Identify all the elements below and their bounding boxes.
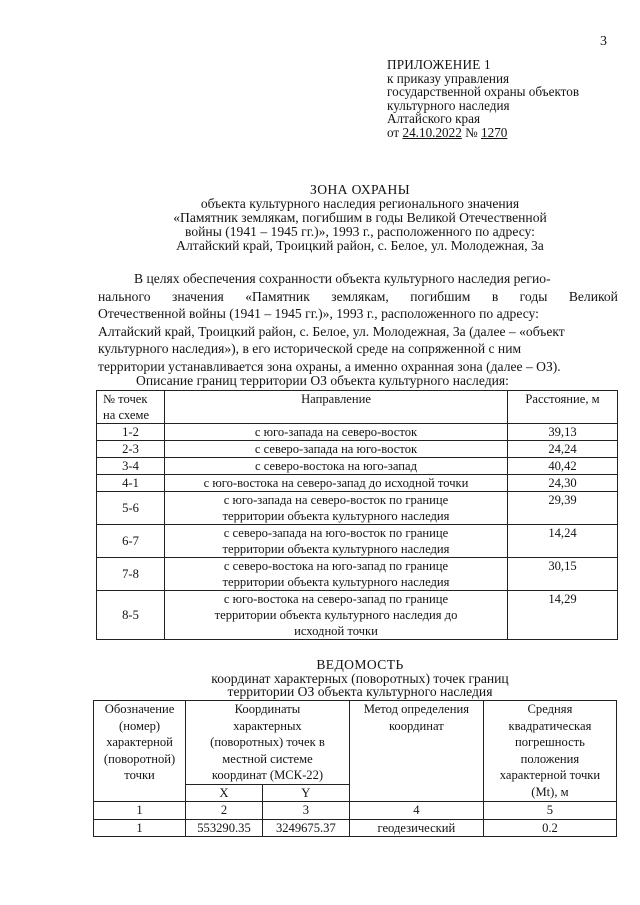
table-header-row: [97, 391, 618, 424]
row-direction: [165, 441, 508, 458]
header-text-line: Средняя: [527, 702, 573, 716]
row-points: 2-3: [97, 441, 165, 458]
header-text-line: погрешность: [514, 735, 585, 749]
row-distance: 40,42: [508, 458, 618, 475]
row-distance: 24,30: [508, 475, 618, 492]
column-number: 3: [262, 802, 349, 820]
title-main: ЗОНА ОХРАНЫ: [310, 182, 410, 197]
order-date-prefix: от: [387, 124, 403, 140]
row-direction: [165, 558, 508, 591]
appendix-header: [387, 58, 579, 140]
direction-line: территории объекта культурного наследия: [222, 509, 450, 523]
order-number: 1270: [481, 124, 508, 140]
row-direction: [165, 424, 508, 441]
column-number: 2: [186, 802, 263, 820]
header-text-line: положения: [520, 751, 580, 766]
coordinates-table: [93, 700, 617, 837]
direction-line: территории объекта культурного наследия: [222, 575, 450, 589]
header-text-line: (поворотной): [103, 751, 176, 766]
row-direction: [165, 525, 508, 558]
direction-line: с северо-запада на юго-восток: [254, 442, 418, 456]
row-distance: 14,29: [508, 591, 618, 640]
header-point-id: [94, 701, 186, 802]
row-points: 1-2: [97, 424, 165, 441]
cell-error: 0.2: [483, 819, 616, 837]
row-points: 5-6: [97, 492, 165, 525]
intro-paragraph: [98, 270, 618, 376]
row-direction: [165, 458, 508, 475]
direction-line: с юго-запада на северо-восток: [254, 425, 418, 439]
order-date-number: [387, 126, 579, 140]
paragraph-line: [98, 288, 618, 306]
header-points: [97, 391, 165, 424]
table-row: [97, 591, 618, 640]
paragraph-line: культурного наследия»), в его исторической среде на сопряженной с ним: [98, 341, 522, 357]
header-text-line: местной системе: [222, 751, 313, 766]
row-distance: 29,39: [508, 492, 618, 525]
table-row: [97, 525, 618, 558]
row-direction: [165, 591, 508, 640]
header-distance: Расстояние, м: [508, 391, 618, 424]
direction-line: с северо-востока на юго-запад по границе: [223, 559, 449, 573]
appendix-line: к приказу управления: [387, 70, 510, 86]
appendix-line: культурного наследия: [387, 97, 510, 113]
row-distance: 30,15: [508, 558, 618, 591]
direction-line: с северо-востока на юго-запад: [254, 459, 418, 473]
paragraph-word: погибшим: [410, 288, 471, 304]
direction-line: исходной точки: [294, 624, 378, 638]
paragraph-line: Алтайский край, Троицкий район, с. Белое, ул. Молодежная, 3а (далее – «объект: [98, 323, 565, 339]
document-title: [0, 183, 640, 253]
row-points: 8-5: [97, 591, 165, 640]
header-text-line: Обозначение: [104, 702, 175, 716]
header-text-line: точки: [124, 768, 155, 782]
direction-line: с юго-запада на северо-восток по границе: [223, 493, 449, 507]
row-points: 7-8: [97, 558, 165, 591]
direction-line: территории объекта культурного наследия до: [214, 608, 458, 622]
paragraph-word: Великой: [568, 288, 618, 304]
header-text-line: характерной: [106, 735, 173, 749]
paragraph-line: Отечественной войны (1941 – 1945 гг.)», 1993 г., расположенного по адресу:: [98, 306, 539, 322]
cell-point: 1: [94, 819, 186, 837]
cell-method: геодезический: [349, 819, 483, 837]
header-direction: Направление: [165, 391, 508, 424]
header-y: Y: [262, 784, 349, 802]
header-text-line: (номер): [119, 718, 161, 733]
paragraph-word: «Памятник: [245, 288, 310, 304]
table-row: [94, 819, 617, 837]
vedomost-main: ВЕДОМОСТЬ: [316, 657, 404, 672]
paragraph-line: В целях обеспечения сохранности объекта культурного наследия регио-: [134, 271, 551, 286]
title-line: Алтайский край, Троицкий район, с. Белое, ул. Молодежная, 3а: [176, 238, 544, 253]
vedomost-title: [0, 658, 640, 699]
header-text-line: (поворотных) точек в: [210, 735, 325, 749]
boundary-table: [96, 390, 618, 640]
paragraph-word: в: [491, 288, 499, 304]
header-text-line: (Mt), м: [531, 784, 569, 799]
direction-line: с юго-востока на северо-запад по границе: [223, 592, 449, 606]
cell-x: 553290.35: [186, 819, 263, 837]
title-line: «Памятник землякам, погибшим в годы Великой Отечественной: [173, 210, 547, 225]
header-text-line: Координаты: [234, 702, 301, 716]
header-text-line: характерных: [233, 718, 302, 733]
column-numbering-row: [94, 802, 617, 820]
header-text-line: характерной точки: [499, 768, 601, 782]
row-distance: 14,24: [508, 525, 618, 558]
column-number: 4: [349, 802, 483, 820]
appendix-line: государственной охраны объектов: [387, 84, 580, 100]
number-sign: №: [461, 124, 482, 140]
header-text-line: квадратическая: [508, 718, 592, 733]
title-line: объекта культурного наследия регионального значения: [200, 196, 520, 211]
appendix-line: Алтайского края: [387, 111, 481, 127]
row-distance: 39,13: [508, 424, 618, 441]
header-error: [483, 701, 616, 802]
boundary-caption: Описание границ территории ОЗ объекта культурного наследия:: [136, 373, 509, 388]
row-points: 6-7: [97, 525, 165, 558]
table-row: [97, 475, 618, 492]
vedomost-line: координат характерных (поворотных) точек границ: [211, 670, 509, 686]
paragraph-word: нального: [98, 288, 151, 304]
paragraph-word: значения: [171, 288, 224, 304]
row-points: 4-1: [97, 475, 165, 492]
column-number: 1: [94, 802, 186, 820]
header-points-line1: № точек: [103, 392, 148, 406]
direction-line: с северо-запада на юго-восток по границе: [223, 526, 449, 540]
title-line: войны (1941 – 1945 гг.)», 1993 г., расположенного по адресу:: [185, 224, 535, 239]
table-row: [97, 424, 618, 441]
coord-header-row: [94, 701, 617, 785]
header-text-line: координат (МСК-22): [211, 768, 324, 782]
table-row: [97, 492, 618, 525]
direction-line: территории объекта культурного наследия: [222, 542, 450, 556]
header-text-line: координат: [388, 718, 444, 733]
table-row: [97, 558, 618, 591]
vedomost-line: территории ОЗ объекта культурного наследия: [227, 684, 493, 700]
row-direction: [165, 492, 508, 525]
column-number: 5: [483, 802, 616, 820]
table-row: [97, 441, 618, 458]
order-date: 24.10.2022: [402, 124, 462, 140]
direction-line: с юго-востока на северо-запад до исходной точки: [203, 476, 469, 490]
header-x: X: [186, 784, 263, 802]
table-row: [97, 458, 618, 475]
paragraph-word: годы: [519, 288, 548, 304]
header-method: [349, 701, 483, 802]
row-distance: 24,24: [508, 441, 618, 458]
row-direction: [165, 475, 508, 492]
row-points: 3-4: [97, 458, 165, 475]
paragraph-line: территории устанавливается зона охраны, а именно охранная зона (далее – ОЗ).: [98, 358, 561, 374]
header-coordinates: [186, 701, 350, 785]
page-number: 3: [600, 34, 607, 49]
appendix-title: ПРИЛОЖЕНИЕ 1: [387, 57, 491, 72]
cell-y: 3249675.37: [262, 819, 349, 837]
header-text-line: Метод определения: [363, 702, 470, 716]
header-points-line2: на схеме: [103, 408, 150, 422]
paragraph-word: землякам,: [331, 288, 389, 304]
